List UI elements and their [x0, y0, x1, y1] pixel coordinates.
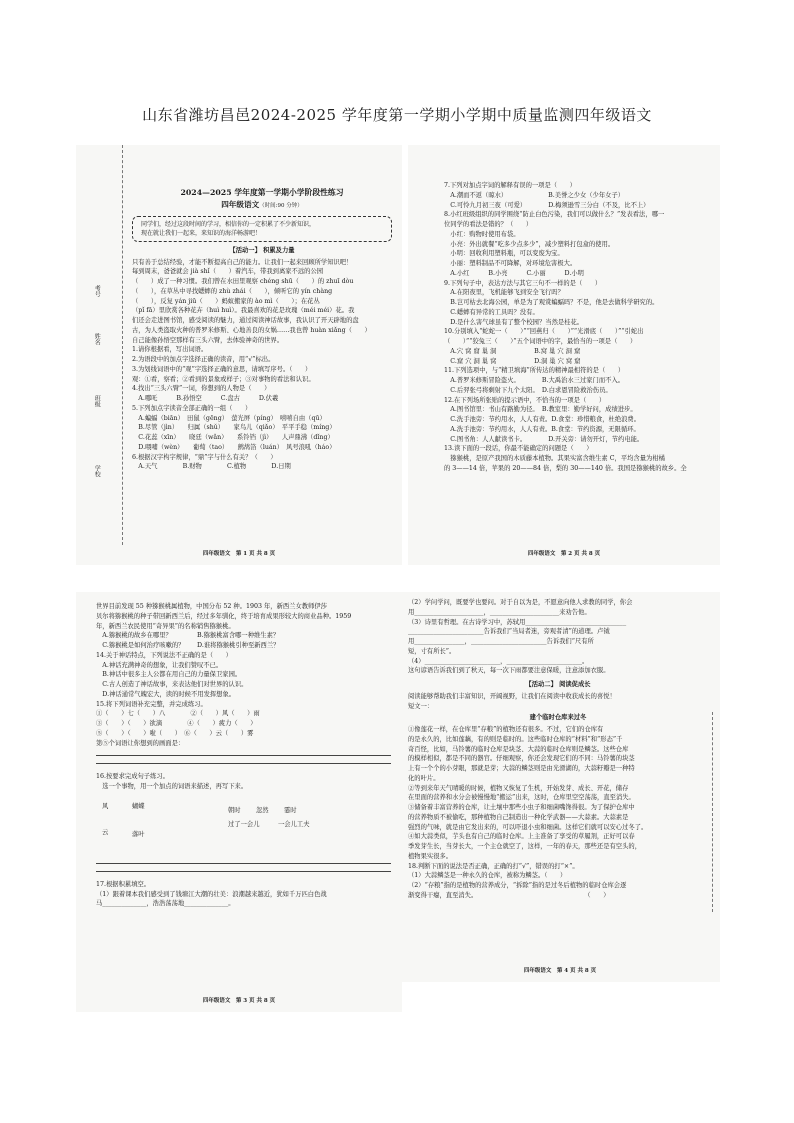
text-line: 4.找出“三头六臂”一词，你想到的人物是（ ）	[132, 385, 271, 393]
page-footer: 四年级语文 第 4 页 共 8 页	[523, 968, 597, 975]
text-line: ①（ ）七（ ）八 ②（ ）风（ ）雨	[96, 710, 260, 718]
text-line: 7.下列对加点字词的解释有误的一项是（ ）	[444, 182, 576, 189]
text-line: 小明：回收利用塑料瓶，可以变废为宝。	[444, 250, 564, 258]
text-line: 小亮：外出就餐“吃多少点多少”，减少塑料打包盒的使用。	[444, 240, 615, 248]
text-line: A.图书馆里：书山有路勤为径。 B.教室里：勤学好问，成绩进步。	[444, 406, 637, 414]
text-line: 1.请你根据看，写出词语。	[132, 346, 208, 354]
text-line: C.洗手池旁：节约用水，人人有责。D.食堂：珍惜粮食，杜绝浪费。	[444, 416, 641, 423]
text-line: 第⑤个词语让你想到的画面是：	[96, 739, 185, 747]
text-line: A.在阳夜里，飞机能够飞到安全飞行吗？	[444, 289, 564, 297]
answer-line	[96, 870, 391, 872]
text-line: 马______________，浩浩荡荡地______________。	[96, 900, 235, 908]
text-line: （ ）成了一种习惯。我们曾在水田里观察 chéng shū（ ）的 zhuī dòu	[132, 278, 354, 286]
text-line: ________________________告诉我们“当局者迷，旁观者清”的道理。卢钺	[408, 628, 610, 636]
text-line: （1）跟着课本我们感受到了钱塘江大潮的壮美：浪潮越来越近，犹如千万匹白色战	[96, 890, 327, 898]
text-line: C.窟 穴 洞 巢 窝 D.洞 巢 穴 窝 窟	[444, 357, 581, 365]
text-line: 13.读下面的一段话，你最不能确定的问题是（ ）	[444, 445, 593, 453]
text-line: 17.根据积累填空。	[96, 880, 151, 888]
article-line: ①像莲花一样，在仓库里“存粮”的植物还有很多。不过，它们的仓库有	[408, 726, 604, 733]
article-line: 在里面的营养和水分会被慢慢地“搬运”出来，这时，仓库里空空荡荡，直至消失。	[408, 794, 635, 802]
text-line: 渐变得干瘪，直至消失。 （ ）	[408, 891, 610, 899]
text-line: （3）诗里有哲理。在古诗学习中，苏轼用________________________________	[408, 618, 627, 626]
article-line: 的模样相似，都是不同的器官。仔细观察，你还会发现它们的不同：马铃薯的块茎	[408, 755, 635, 763]
text-line: A.小红 B.小亮 C.小丽 D.小明	[444, 269, 584, 277]
text-line: 用______________________，______________________来劝告他。	[408, 608, 591, 616]
text-line: B.岂可枯去北海公园，单是为了观赏蝙蝠吗？不是，他是去做科学研究的。	[444, 299, 659, 306]
text-line: C.后羿张弓将剩射下九个太阳。 D.白求恩冒险救治伤员。	[444, 386, 612, 394]
text-line: 年，新西兰农民使用“奇异果”的名称销售猕猴桃。	[96, 622, 235, 630]
scan-page-3	[76, 592, 402, 1012]
text-line: （2）学问学问，既要学也要问。对于自以为是，不愿意向他人求教的同学，你会	[408, 599, 633, 606]
word-chip: 蝴蝶	[132, 802, 145, 810]
text-line: 猕猴桃，是原产我国的木质藤本植物。其果实富含维生素 C，平均含量为柑橘	[444, 455, 665, 462]
text-line: C.花蕊（xīn） 晓廷（wǎn） 系铃铛（jì） 人声鼎沸（dǐng）	[132, 434, 334, 442]
text-line: 短文一：	[408, 702, 434, 710]
text-line: （2）“存粮”指的是植物的营养成分，“拆除”指的是过冬后植物的临时仓库会逐	[408, 882, 627, 889]
text-line: 3.为划线词语中的“观”字选择正确的意思，请填写序号。（ ）	[132, 365, 312, 373]
text-line: A.洗手池旁：节约用水，人人有责。B.食堂：节约资源，无限循环。	[444, 425, 640, 433]
answer-line	[96, 862, 391, 864]
text-line: D.神话通常气魄宏大，读的时候不用发挥想象。	[96, 690, 236, 698]
text-line: （4）________________________，________________________。	[408, 657, 589, 665]
article-line: 上有一个个的小芽眼，那就是芽；大蒜的鳞茎则是由光滑湖的，大蒜籽瓣是一种特	[408, 765, 635, 772]
text-line: 8.小红班级组织的同学围绕“防止白色污染，我们可以做什么？”发表看法，哪一	[444, 211, 665, 219]
activity-heading: 【活动二】 阅读促成长	[525, 681, 591, 688]
scan-page-2	[408, 145, 720, 565]
text-line: 用________________，________________________告诉我们“尺有所	[408, 638, 594, 645]
side-label-name: 姓名	[93, 333, 101, 345]
text-line: 小红：购物时使用布袋。	[444, 230, 520, 238]
text-line: （ ）”“狡兔三（ ）”五个词语中的字，最恰当的一项是（ ）	[444, 338, 637, 345]
word-label: 云	[102, 828, 109, 836]
notice-box: 同学们，经过这段时间的学习，相信你的一定积累了不少新知识， 现在就让我们一起来，来知识的海洋畅游吧！	[132, 216, 392, 242]
article-line: ④如大蒜类似，芋头也有自己的临时仓库。上主准备了享受的草履剂，正好可以春	[408, 833, 635, 841]
text-line: 14.关于神话特点，下列说法不正确的是（ ）	[96, 651, 232, 659]
page-title: 山东省潍坊昌邑2024-2025 学年度第一学期小学期中质量监测四年级语文	[142, 106, 652, 124]
text-line: 16.按要求完成句子练习。	[96, 773, 169, 781]
text-line: 小丽：塑料制品不可降解，对环境危害极大。	[444, 260, 577, 267]
subject-title: 四年级语文（时间:90 分钟）	[221, 200, 303, 210]
text-line: 观：①看，察看；②看到的景象或样子；③对事物的看法和认识。	[132, 375, 315, 383]
answer-line	[96, 754, 391, 756]
word-chip: 落叶	[132, 830, 145, 838]
word-chip: 一会儿工夫	[278, 820, 310, 828]
article-line: 季发芽生长，当芽长大，一个主仓就空了，这样，一年的春天，那些还是有空头的，	[408, 843, 641, 850]
text-line: A.蝙蝠（biān） 田鼠（gēng） 萤光屏（píng） 嘻嘻自由（qū）	[132, 414, 326, 422]
text-line: ③（ ）（ ）欲滴 ④（ ）疲力（ ）	[96, 720, 257, 727]
text-line: C.猕猴桃是如何治疗咳嗽的？ D.谁将猕猴桃引种至新西兰？	[96, 642, 280, 649]
text-line: 们还会走进图书馆，感受阅读的魅力，通过阅读神话故事，我认识了开天辟地的盘	[132, 317, 359, 325]
text-line: 10.分别填入“蛇蛇一（ ）”“回燕归（ ）”“光滑底（ ）”“引蛇出	[444, 328, 644, 336]
text-line: （pǐ fā）里欣赏各种花卉（huì huì）。我最喜欢的花是玫瑰（méi méi）花。我	[132, 307, 355, 315]
text-line: 12.在下列场所张贴的提示语中，不恰当的一项是（ ）	[444, 396, 606, 404]
article-title: 建个临时仓库来过冬	[529, 714, 587, 722]
scan-page-1	[76, 145, 402, 565]
exam-title: 2024—2025 学年度第一学期小学阶段性练习	[180, 188, 344, 197]
text-line: 6.根据汉字构字规律，“鼎”字与什么有关？（ ）	[132, 453, 277, 461]
text-line: B.神话中很多主人公都在用自己的力量保卫家园。	[96, 671, 242, 679]
answer-line	[96, 762, 391, 764]
text-line: （ ），反复 yán jiū（ ）蚂蚁搬家的 ào mì（ ）；在花丛	[132, 297, 320, 305]
article-line: 强烈的气味，就是由它发出来的，可以吓退小虫和细菌。这样它们就可以安心过冬了。	[408, 823, 648, 831]
word-chip: 霎时	[284, 806, 297, 814]
side-label-school: 学校	[93, 465, 101, 477]
word-group-area	[96, 796, 391, 856]
text-line: 9.下列句子中，表达方法与其它三句不一样的是（ ）	[444, 279, 602, 287]
binding-line	[122, 145, 124, 545]
article-line: ②等到来年天气晴暖的时候，植物又恢复了生机，开始发芽、成长、开花，储存	[408, 784, 629, 792]
word-label: 风	[102, 802, 109, 810]
binding-line	[712, 712, 714, 912]
article-line: 的营养物质不被偷吃，那种植物自己制造出一种化学武器——大蒜素。大蒜素是	[408, 813, 629, 821]
text-line: C.古人创造了神话故事，来表达他们对世界的认识。	[96, 681, 248, 688]
word-chip: 忽然	[256, 806, 269, 814]
text-line: 这句谚语告诉我们到了秋天，每一次下雨都要注意保暖，注意添加衣服。	[408, 667, 610, 675]
scan-page-4	[400, 592, 720, 982]
text-line: 11.下列选项中，与“精卫填海”所传达的精神最相符的是（ ）	[444, 367, 625, 375]
article-line: 的是永久的，比如莲藕，有的则是临时的。这些临时仓库的“材料”和“形态”千	[408, 735, 623, 743]
text-line: 世界目前发现 55 种猕猴桃属植物，中国分布 52 种。1903 年，新西兰女教师伊莎	[96, 603, 327, 610]
article-line: 植物果实很多。	[408, 852, 453, 860]
text-line: （ ），在草丛中寻找蟋蟀的 zhù zhái（ ），倾听它的 yín chàng	[132, 287, 333, 295]
side-label-id: 考号	[93, 285, 101, 297]
text-line: 5.下列加点字读音全部正确的一组（ ）	[132, 404, 252, 412]
text-line: A.哪吒 B.孙悟空 C.盘古 D.伏羲	[132, 395, 279, 403]
text-line: B.尽管（jìn） 归属（shǔ） 家鸟儿（qiǎo） 平平手稳（míng）	[132, 424, 336, 432]
text-line: ⑤（ ）（ ）啦（ ） ⑥（ ）云（ ）雾	[96, 729, 254, 737]
text-line: D.喂哺（wèn） 葡萄（tao） 鹧鸪箔（luán） 风号浪吼（háo）	[132, 443, 336, 451]
text-line: C.可怜九月初三夜（可爱） D.梅须逊雪三分白（不及，比不上）	[444, 201, 650, 209]
text-line: 只有善于总结经验，才能不断提高自己的能力。让我们一起来回顾所学知识吧！	[132, 258, 353, 266]
text-line: 自己能像孙悟空那样有三头六臂，去体验神奇的世界。	[132, 336, 284, 344]
text-line: A.神话充满神奇的想象，让我们赞叹不已。	[96, 661, 223, 669]
page-footer: 四年级语文 第 2 页 共 8 页	[527, 551, 601, 558]
text-line: A.穴 窝 窟 巢 洞 B.窝 巢 穴 洞 窟	[444, 347, 581, 355]
text-line: 阅读能够帮助我们丰富知识，开阔视野，让我们在阅读中收获成长的喜悦！	[408, 692, 616, 700]
side-label-class: 班级	[93, 395, 101, 407]
text-line: D.是什么害气球虽有了整个校园？当然是桂花。	[444, 318, 584, 326]
text-line: 的 3——14 倍，苹果的 20——84 倍，梨的 30——140 倍。我国是猕猴桃的故乡。全	[444, 464, 687, 472]
article-line: 奇百怪，比如，马铃薯的临时仓库是块茎、大蒜的临时仓库则是鳞茎。这些仓库	[408, 745, 629, 753]
text-line: A.天气 B.财物 C.植物 D.日期	[132, 463, 291, 471]
text-line: 古，为人类盗取火种的普罗米修斯、心地善良的女娲……我也曾 huàn xiǎng（ ）	[132, 326, 371, 334]
word-chip: 过了一会儿	[228, 820, 260, 828]
text-line: （1）大蒜鳞茎是一种永久的仓库，被称为鳞茎。（ ）	[408, 872, 567, 880]
text-line: A.普罗米修斯冒险盗火。 B.大禹治水三过家门而不入。	[444, 377, 625, 384]
text-line: 2.为语段中的加点字选择正确的读音，用“√”标出。	[132, 356, 275, 364]
text-line: 每到周末，爸爸就会 jià shǐ（ ）着汽车，带我到离家不远的公园	[132, 268, 324, 276]
page-footer: 四年级语文 第 1 页 共 8 页	[202, 551, 276, 558]
text-line: 位同学的看法是错的？（ ）	[444, 221, 533, 228]
text-line: C.图书角：人人献读书卡。 D.开关旁：请勿开灯，节约电能。	[444, 435, 644, 443]
text-line: 贝尔将猕猴桃的种子带回新西兰后，经过多年驯化，终于培育成果形较大的商业品种。1959	[96, 612, 352, 620]
activity-heading: 【活动一】 积累及力量	[229, 246, 295, 254]
text-line: 15.将下列词语补充完整，并完成练习。	[96, 700, 207, 708]
page-footer: 四年级语文 第 3 页 共 8 页	[202, 998, 276, 1005]
text-line: 短，寸有所长”。	[408, 647, 456, 655]
word-chip: 朝时	[228, 806, 241, 814]
text-line: C.蟋蟀有异常的工具吗？没有。	[444, 308, 539, 316]
text-line: A.潮而不返（晾水） B.美誉之少女（少年女子）	[444, 191, 625, 199]
article-line: 化的叶片。	[408, 774, 440, 782]
text-line: 18.判断下面的说法是否正确，正确的打“√”，错误的打“×”。	[408, 862, 579, 870]
text-line: A.猕猴桃的故乡在哪里？ B.猕猴桃富含哪一种维生素？	[96, 632, 280, 640]
text-line: 选一个事物，用一个加点的词语来描述，再写下来。	[96, 783, 248, 790]
article-line: ③储备着丰富营养的仓库，让土壤中那些小虫子和细菌嘴馋得很。为了保护仓库中	[408, 804, 635, 811]
